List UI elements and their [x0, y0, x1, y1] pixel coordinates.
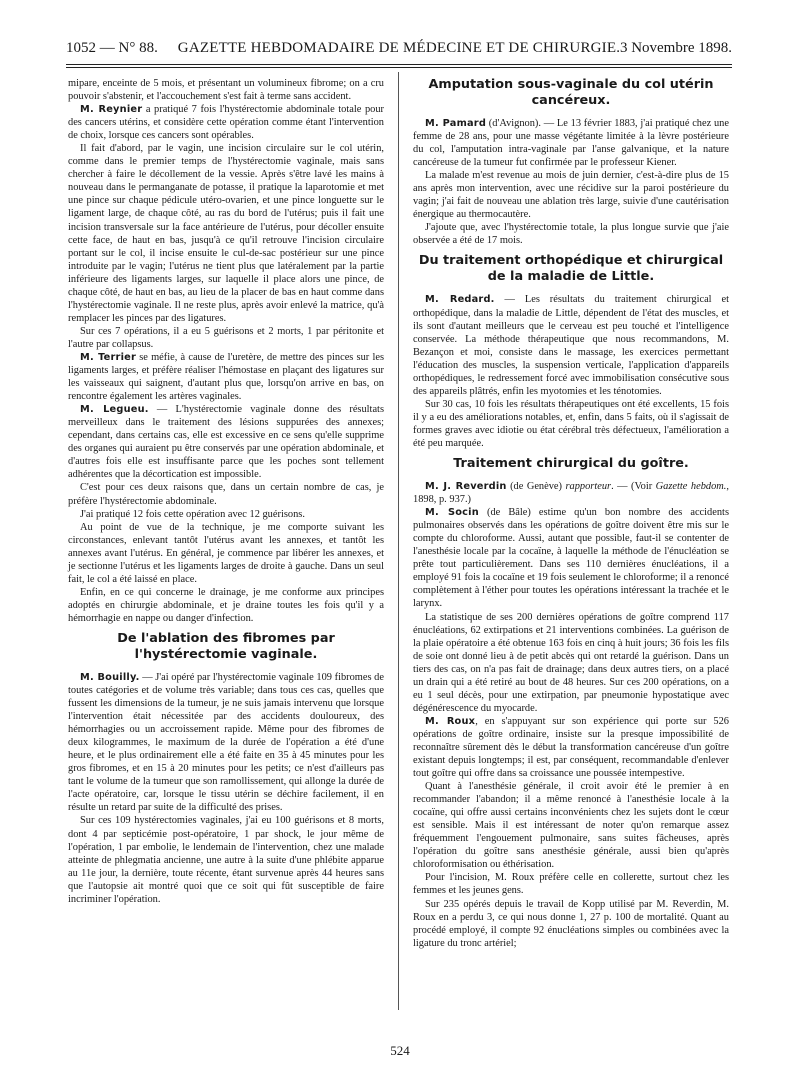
- paragraph-text: — J'ai opéré par l'hystérectomie vaginale 109 fibromes de toutes catégories et de volume très variable; dans tous ces cas, quelles que fussent les dimensions de la tumeur, je ne suis jamais intervenu que lorsque l'intervention était nécessitée par des accidents douloureux, des hémorrhagies ou un accroissement rapide. Même pour des fibromes de deux kilogrammes, le maximum de la durée de l'opération a été d'une heure, et le plus ordinairement elle a été faite en 35 à 45 minutes pour les gros fibromes, et en 15 à 20 minutes pour les petits; ce n'est d'ailleurs pas tant le volume de la tumeur que son ramollissement, qui allonge la durée de l'acte opératoire, car, lorsque le tissu utérin se déchire facilement, il en résulte un retard par suite de la difficulté des prises.: [68, 671, 384, 814]
- paragraph-text: — L'hystérectomie vaginale donne des résultats merveilleux dans le traitement des lésions suppurées des annexes; cependant, dans certains cas, elle est excessive en ce sens qu'elle supprime des organes qui auraient pu être conservés par une opération abdominale, et d'autres fois elle est insuffisante parce que les poches sont tellement adhérentes que la décortication est impossible.: [68, 404, 384, 481]
- paragraph-text: , 1898, p. 937.): [413, 481, 729, 506]
- paragraph: mipare, enceinte de 5 mois, et présentant un volumineux fibrome; on a cru pouvoir s'abstenir, et l'accouchement s'est fait à terme sans accident.: [68, 78, 384, 103]
- paragraph: Enfin, en ce qui concerne le drainage, je me conforme aux principes adoptés en chirurgie abdominale, et je draine toutes les fois qu'il y a hémorrhagie en nappe ou danger d'infection.: [68, 586, 384, 624]
- paragraph: [68, 351, 384, 403]
- column-divider: [398, 72, 399, 1010]
- paragraph: Il fait d'abord, par le vagin, une incision circulaire sur le col utérin, comme dans le premier temps de l'hystérectomie vaginale, mais sans chercher à faire le décollement de la vessie. Après s'être lavé les mains à nouveau dans le permanganate de potasse, il pratique la laparotomie et met une pince sur chaque pédicule utéro-ovarien, et une pince longuette sur le ligament large, de chaque côté, au ras du bord de l'utérus; puis il fait une incision transversale sur la face antérieure de l'utérus, pour décoller ensuite cette face, de haut en bas, jusqu'à ce qu'il retrouve l'incision circulaire portant sur le col, il incise ensuite le cul-de-sac postérieur sur une pince introduite par le vagin; l'utérus ne tient plus que latéralement par la partie inférieure des ligaments larges, sur laquelle il place alors une pince, de chaque côté, de haut en bas, au lieu de la placer de bas en haut comme dans l'hystérectomie vaginale. Il ne reste plus, après avoir enlevé la matrice, qu'à remplacer les pinces par des ligatures.: [68, 143, 384, 324]
- section-title: Du traitement orthopédique et chirurgical de la maladie de Little.: [418, 253, 724, 285]
- author-name: M. Terrier: [80, 351, 137, 363]
- paragraph: [68, 103, 384, 142]
- header-rule-bottom: [66, 67, 732, 68]
- paragraph-text: a pratiqué 7 fois l'hystérectomie abdominale totale pour des cancers utérins, et considère cette opération comme étant l'intervention de choix, lorsque ces cancers sont opérables.: [68, 104, 385, 142]
- paragraph: [413, 715, 729, 780]
- left-column: [68, 77, 384, 906]
- running-header: [66, 36, 732, 62]
- paragraph: [413, 117, 729, 169]
- section-title: De l'ablation des fibromes par l'hystérectomie vaginale.: [117, 630, 335, 662]
- paragraph-text: . — (Voir: [611, 481, 656, 493]
- right-column: [413, 77, 729, 950]
- paragraph: Sur 30 cas, 10 fois les résultats thérapeutiques ont été excellents, 15 fois il y a eu des améliorations notables, et, enfin, dans 5 faits, où il s'agissait de formes graves avec idiotie ou état cérébral très défectueux, l'amélioration a été peu marquée.: [413, 398, 729, 449]
- paragraph: Sur ces 109 hystérectomies vaginales, j'ai eu 100 guérisons et 8 morts, dont 4 par septicémie post-opératoire, 1 par shock, le jour même de l'opération, 1 par embolie, le lendemain de l'intervention, chez une malade atteinte de phlegmatia ancienne, une autre à la suite d'une phlébite apparue au 11e jour, la dernière, toute récente, étant survenue après 44 heures sans que l'autopsie ait montré quoi que ce soit qui fût susceptible de faire incriminer l'opération.: [68, 815, 384, 905]
- page-number: 524: [390, 1043, 410, 1058]
- author-name: M. Pamard: [425, 118, 487, 129]
- paragraph-text: (de Bâle) estime qu'un bon nombre des accidents pulmonaires observés dans les opérations de goître doivent être mis sur le compte du chloroforme. Aussi, autant que possible, faut-il se contenter de l'anesthésie locale par la cocaïne, à laquelle la méthode de l'énucléation se prête tout particulièrement. Dans ses 110 dernières énucléations, il a employé 91 fois la cocaïne et 19 fois seulement le chloroforme; il a renoncé complètement à l'éther pour toutes les opérations intéressant la trachée et le larynx.: [413, 507, 729, 610]
- paragraph: La malade m'est revenue au mois de juin dernier, c'est-à-dire plus de 15 ans après mon intervention, avec une récidive sur la paroi postérieure du vagin; j'ai fait de nouveau une ablation très large, suivie d'une cautérisation énergique au thermocautère.: [413, 170, 729, 221]
- author-name: M. Socin: [425, 507, 479, 519]
- paragraph: [413, 506, 729, 610]
- paragraph: Quant à l'anesthésie générale, il croit avoir été le premier à en recommander l'abandon; il a même renoncé à l'anesthésie locale à la cocaïne, qui offre aussi certains inconvénients chez les sujets dont le cœur est sensible. Mais il est intéressant de noter qu'on remarque assez fréquemment l'engouement pulmonaire, sans suites fâcheuses, après l'opération du goître sans anesthésie générale, aussi bien qu'après chloroformisation ou éthérisation.: [413, 781, 729, 871]
- section-title: Amputation sous-vaginale du col utérin cancéreux.: [428, 77, 714, 108]
- header-issue: 1052 — N° 88.: [66, 40, 158, 56]
- paragraph-text: , en s'appuyant sur son expérience qui porte sur 526 opérations de goître ordinaire, insiste sur la presque impossibilité de reconnaître sûrement dès le début la transformation cancéreuse d'un goître existant depuis longtemps; il est, par conséquent, recommandable d'enlever tout goître qui offre dans sa croissance une poussée intempestive.: [413, 715, 729, 780]
- paragraph: La statistique de ses 200 dernières opérations de goître comprend 117 énucléations, 62 extirpations et 21 interventions combinées. La guérison de la plaie opératoire a été obtenue 163 fois en cinq à huit jours; 36 fois les fils de soie ont donné lieu à de petit abcès qui ont retardé la guérison. Dans un tiers des cas, on n'a pas fait de drainage; dans deux autres tiers, on a placé un drain qui a été retiré au bout de 48 heures. Sur ces 200 opérations, on a eu 1 seul décès, pour une extirpation, par pneumonie hypostatique avec dégénérescence du myocarde.: [413, 611, 729, 714]
- paragraph: C'est pour ces deux raisons que, dans un certain nombre de cas, je préfère l'hystérectomie abdominale.: [68, 482, 384, 507]
- paragraph: [68, 671, 384, 815]
- paragraph-text: (d'Avignon). — Le 13 février 1883, j'ai pratiqué chez une femme de 28 ans, pour une masse végétante limitée à la lèvre postérieure du col, l'amputation intra-vaginale par l'anse galvanique, et la nature cancéreuse de la tumeur fut confirmée par le professeur Kiener.: [413, 118, 729, 169]
- section-title: Traitement chirurgical du goître.: [453, 456, 689, 472]
- paragraph: Au point de vue de la technique, je me comporte suivant les circonstances, enlevant tantôt l'utérus avant les annexes, et tantôt les annexes avant l'utérus. En général, je commence par libérer les annexes, et je sectionne l'utérus et les ligaments larges de droite à gauche. Dans un seul fait, le col a été laissé en place.: [68, 521, 384, 585]
- paragraph-text: (de Genève): [506, 481, 566, 493]
- author-name: M. Bouilly.: [80, 671, 140, 683]
- author-name: M. J. Reverdin: [425, 481, 507, 493]
- paragraph: Sur 235 opérés depuis le travail de Kopp utilisé par M. Reverdin, M. Roux en a perdu 3, ce qui nous donne 1, 27 p. 100 de mortalité. Quant au procédé employé, il compte 92 énucléations simples ou combinées avec la ligature du tronc artériel;: [413, 898, 729, 949]
- header-rule-top: [66, 64, 732, 65]
- author-name: M. Redard.: [425, 294, 495, 306]
- role-italic: rapporteur: [565, 481, 612, 493]
- paragraph-text: se méfie, à cause de l'uretère, de mettre des pinces sur les ligaments larges, et préfère réaliser l'hémostase en plaçant des ligatures sur les vaisseaux qui saignent, d'autant plus que, lorsqu'on arrive en bas, on rencontre également les artères vaginales.: [68, 351, 384, 403]
- paragraph: [413, 480, 729, 506]
- journal-reference: Gazette hebdom.: [655, 481, 727, 493]
- paragraph: J'ajoute que, avec l'hystérectomie totale, la plus longue survie que j'aie observée a été de 17 mois.: [413, 222, 729, 247]
- author-name: M. Reynier: [80, 104, 143, 116]
- paragraph: J'ai pratiqué 12 fois cette opération avec 12 guérisons.: [80, 508, 305, 520]
- author-name: M. Legueu.: [80, 404, 149, 416]
- paragraph: [413, 293, 729, 397]
- paragraph: [68, 403, 384, 481]
- paragraph: Pour l'incision, M. Roux préfère celle en collerette, surtout chez les femmes et les jeunes gens.: [413, 872, 729, 897]
- header-date: 3 Novembre 1898.: [619, 40, 732, 56]
- paragraph: Sur ces 7 opérations, il a eu 5 guérisons et 2 morts, 1 par péritonite et l'autre par collapsus.: [68, 325, 384, 350]
- author-name: M. Roux: [425, 715, 476, 727]
- header-journal-title: GAZETTE HEBDOMADAIRE DE MÉDECINE ET DE CHIRURGIE.: [177, 40, 621, 56]
- paragraph-text: — Les résultats du traitement chirurgical et orthopédique, dans la maladie de Little, dépendent de l'état des muscles, et ils sont d'autant meilleurs que le cerveau est peu touché et l'intelligence conservée. La méthode thérapeutique que nous recommandons, M. Bezançon et moi, consiste dans le massage, les exercices permettant l'éducation des muscles, la suspension verticale, l'application d'appareils orthopédiques, le redressement forcé avec immobilisation consécutive sous des appareils plâtrés, enfin les myotomies et les ténotomies.: [413, 294, 730, 397]
